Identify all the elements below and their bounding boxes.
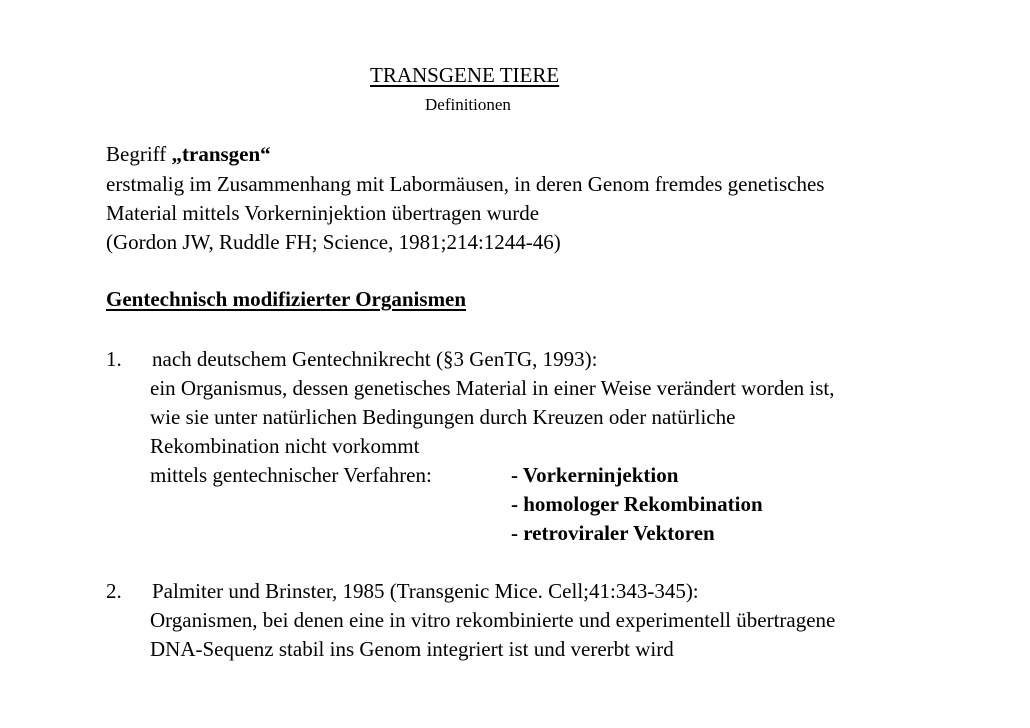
item1-line-2: ein Organismus, dessen genetisches Material in einer Weise verändert worden ist, [150,376,835,400]
item2-line-1: Palmiter und Brinster, 1985 (Transgenic Mice. Cell;41:343-345): [152,579,699,603]
item1-number: 1. [106,347,122,371]
gmo-heading: Gentechnisch modifizierter Organismen [106,287,467,311]
item1-line-1: nach deutschem Gentechnikrecht (§3 GenTG, 1993): [152,347,598,371]
item2-line-2: Organismen, bei denen eine in vitro rekombinierte und experimentell übertragene [150,608,836,632]
term-heading [106,141,271,167]
item2-number: 2. [106,579,122,603]
methods-label: mittels gentechnischer Verfahren: [150,463,432,487]
method-item-2: - homologer Rekombination [511,492,763,516]
document-subtitle: Definitionen [425,95,511,114]
term-word: „transgen“ [171,142,271,166]
method-item-3: - retroviraler Vektoren [511,521,715,545]
term-line-2: Material mittels Vorkerninjektion übertragen wurde [106,201,540,225]
item1-line-3: wie sie unter natürlichen Bedingungen durch Kreuzen oder natürliche [150,405,736,429]
term-prefix: Begriff [106,142,172,166]
term-citation: (Gordon JW, Ruddle FH; Science, 1981;214:1244-46) [106,230,561,254]
term-line-1: erstmalig im Zusammenhang mit Labormäusen, in deren Genom fremdes genetisches [106,172,825,196]
item1-line-4: Rekombination nicht vorkommt [150,434,420,458]
document-title: TRANSGENE TIERE [370,63,560,87]
method-item-1: - Vorkerninjektion [511,463,679,487]
item2-line-3: DNA-Sequenz stabil ins Genom integriert ist und vererbt wird [150,637,674,661]
